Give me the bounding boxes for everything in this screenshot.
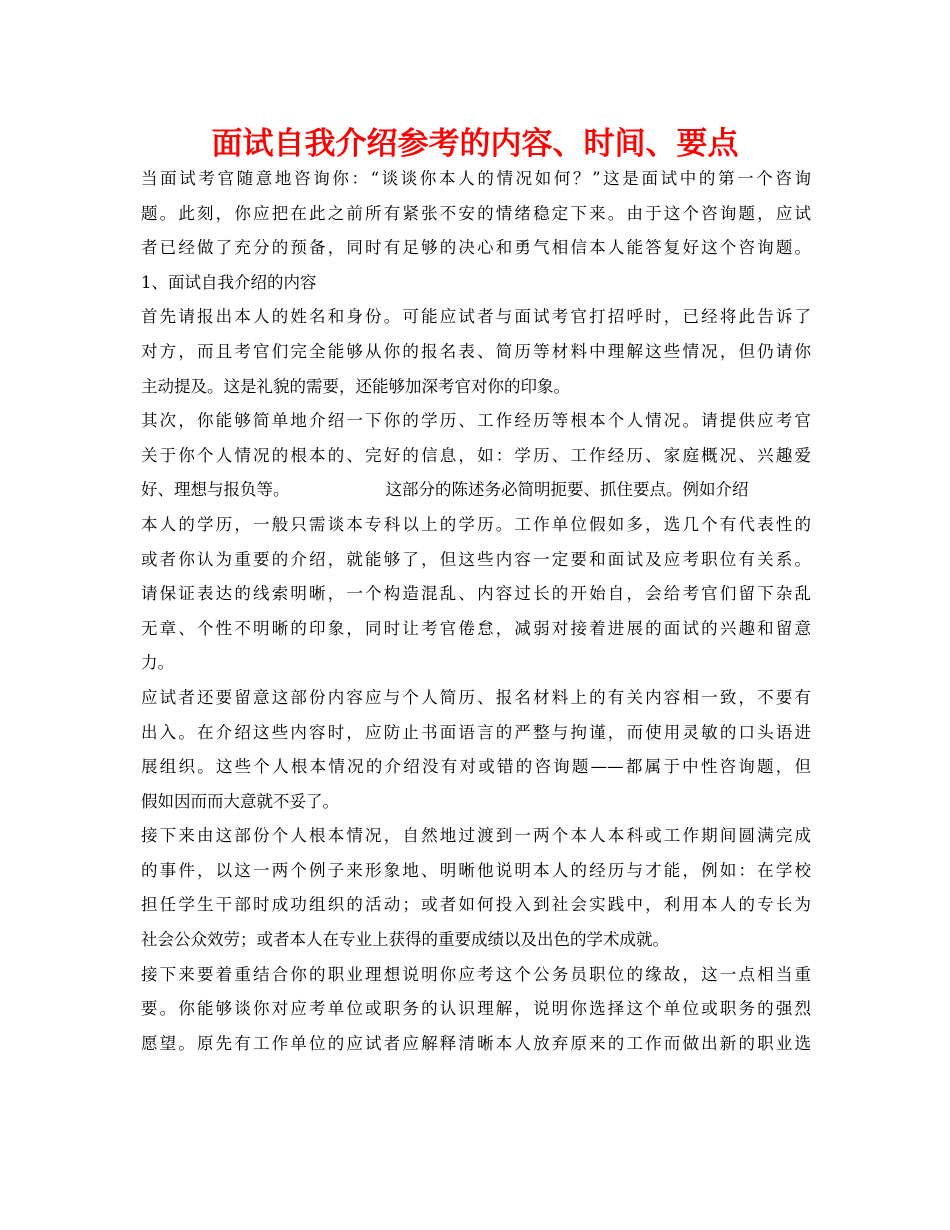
text-line-split (141, 473, 811, 508)
text-line: 关于你个人情况的根本的、完好的信息，如：学历、工作经历、家庭概况、兴趣爱 (141, 445, 811, 465)
text-line: 愿望。原先有工作单位的应试者应解释清晰本人放弃原来的工作而做出新的职业选 (141, 1033, 811, 1053)
text-line: 或者你认为重要的介绍，就能够了，但这些内容一定要和面试及应考职位有关系。 (141, 549, 811, 569)
text-line: 要。你能够谈你对应考单位或职务的认识理解，说明你选择这个单位或职务的强烈 (141, 999, 811, 1019)
text-line: 社会公众效劳；或者本人在专业上获得的重要成绩以及出色的学术成就。 (141, 930, 669, 950)
text-line: 展组织。这些个人根本情况的介绍没有对或错的咨询题——都属于中性咨询题，但 (141, 757, 811, 777)
text-line: 请保证表达的线索明晰，一个构造混乱、内容过长的开始自，会给考官们留下杂乱 (141, 584, 811, 604)
text-segment: 这部分的陈述务必简明扼要、抓住要点。例如介绍 (385, 480, 749, 500)
text-line: 本人的学历，一般只需谈本专科以上的学历。工作单位假如多，选几个有代表性的 (141, 514, 811, 534)
text-line: 题。此刻，你应把在此之前所有紧张不安的情绪稳定下来。由于这个咨询题，应试 (141, 203, 811, 223)
text-line: 的事件，以这一两个例子来形象地、明晰他说明本人的经历与才能，例如：在学校 (141, 860, 811, 880)
text-line: 其次，你能够简单地介绍一下你的学历、工作经历等根本个人情况。请提供应考官 (141, 411, 811, 431)
text-line: 担任学生干部时成功组织的活动；或者如何投入到社会实践中，利用本人的专长为 (141, 895, 811, 915)
text-line: 力。 (141, 653, 174, 673)
text-line: 首先请报出本人的姓名和身份。可能应试者与面试考官打招呼时，已经将此告诉了 (141, 307, 811, 327)
text-line: 者已经做了充分的预备，同时有足够的决心和勇气相信本人能答复好这个咨询题。 (141, 238, 811, 258)
text-line: 当面试考官随意地咨询你：“谈谈你本人的情况如何？”这是面试中的第一个咨询 (141, 169, 811, 188)
text-line: 接下来要着重结合你的职业理想说明你应考这个公务员职位的缘故，这一点相当重 (141, 964, 811, 984)
text-line: 出入。在介绍这些内容时，应防止书面语言的严整与拘谨，而使用灵敏的口头语进 (141, 722, 811, 742)
text-segment: 好、理想与报负等。 (141, 480, 290, 500)
text-line: 应试者还要留意这部份内容应与个人简历、报名材料上的有关内容相一致，不要有 (141, 687, 811, 707)
section-heading: 1、面试自我介绍的内容 (141, 272, 317, 292)
text-line: 主动提及。这是礼貌的需要，还能够加深考官对你的印象。 (141, 376, 570, 396)
text-line: 假如因而而大意就不妥了。 (141, 791, 339, 811)
document-body (141, 162, 811, 1061)
text-line: 无章、个性不明晰的印象，同时让考官倦怠，减弱对接着进展的面试的兴趣和留意 (141, 618, 811, 638)
text-line: 接下来由这部份个人根本情况，自然地过渡到一两个本人本科或工作期间圆满完成 (141, 826, 811, 846)
text-line: 对方，而且考官们完全能够从你的报名表、简历等材料中理解这些情况，但仍请你 (141, 341, 811, 361)
document-title: 面试自我介绍参考的内容、时间、要点 (211, 126, 739, 162)
